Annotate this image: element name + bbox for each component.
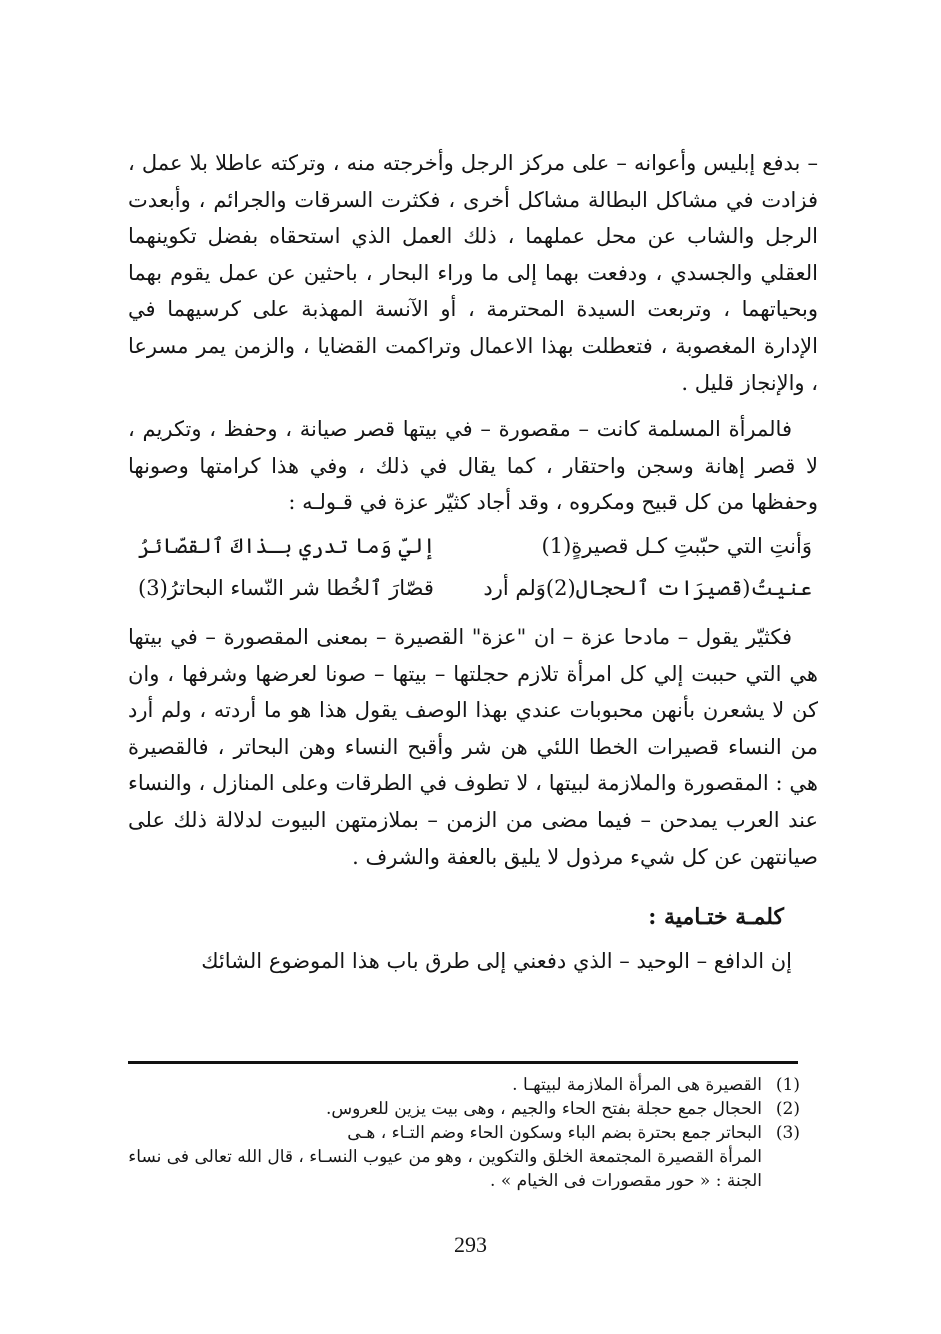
footnotes [128, 1073, 800, 1193]
footnote-separator [128, 1061, 798, 1064]
paragraph-2: فالمرأة المسلمة كانت – مقصورة – في بيتها قصر صيانة ، وحفظ ، وتكريم ، لا قصر إهانة وسجن واحتقار ، كما يقال في ذلك ، وفي هذا كرامتها وصونها وحفظها من كل قبيح ومكروه ، وقد أجاد كثيّر عزة في قـولـه : [128, 417, 818, 515]
verse-line-1 [128, 525, 818, 567]
verse-line-2 [128, 567, 818, 609]
footnote-number: (1) [775, 1075, 800, 1095]
footnote-3 [128, 1121, 800, 1145]
footnote-3-continuation: المرأة القصيرة المجتمعة الخلق والتكوين ، وهو من عيوب النسـاء ، قال الله تعالى فى نساء الجنة : « حور مقصورات فى الخيام » . [128, 1147, 762, 1191]
closing-heading: كلمـة ختـامية : [648, 904, 784, 931]
page-body [128, 145, 818, 980]
closing-paragraph: إن الدافع – الوحيد – الذي دفعني إلى طرق باب هذا الموضوع الشائك [201, 949, 792, 974]
paragraph-3: فكثيّر يقول – مادحا عزة – ان "عزة" القصيرة – بمعنى المقصورة – في بيتها هي التي حببت إلي كل امرأة تلازم حجلتها – بيتها – صونا لعرضها وشرفها ، وان كن لا يشعرن بأنهن محبوبات عندي بهذا الوصف يقول هذا هو ما أردته ، ولم أرد من النساء قصيرات الخطا اللئي هن شر وأقبح النساء وهن البحاتر ، فالقصيرة هي : المقصورة والملازمة لبيتها ، لا تطوف في الطرقات وعلى المنازل ، والنساء عند العرب يمدحن – فيما مضى من الزمن – بملازمتهن البيوت لدلالة ذلك على صيانتهن عن كل شيء مرذول لا يليق بالعفة والشرف . [128, 624, 818, 869]
verse-1-right-hemistich: وَأنتِ التي حبّبتِ كـل قصيرةٍ(1) [541, 533, 812, 558]
verse-1-left-hemistich: إليّ وَما تدري بـذاكَ ٱلقصّائرُ [138, 533, 436, 558]
footnote-2 [128, 1097, 800, 1121]
footnote-text: الحجال جمع حجلة بفتح الحاء والجيم ، وهى بيت يزين للعروس. [326, 1099, 762, 1119]
paragraph-1: – بدفع إبليس وأعوانه – على مركز الرجل وأخرجته منه ، وتركته عاطلا بلا عمل ، فزادت في مشاكل البطالة مشاكل أخرى ، فكثرت السرقات والجرائم ، وأبعدت الرجل والشاب عن محل عملهما ، ذلك العمل الذي استحقاه بفضل تكوينهما العقلي والجسدي ، ودفعت بهما إلى ما وراء البحار ، باحثين عن عمل يقوم بهما وبحياتهما ، وتربعت السيدة المحترمة ، أو الآنسة المهذبة على كرسيهما في الإدارة المغصوبة ، فتعطلت بهذا الاعمال وتراكمت القضايا ، والزمن يمر مسرعا ، والإنجاز قليل . [128, 151, 819, 395]
poem-verse [128, 525, 818, 609]
footnote-text: القصيرة هى المرأة الملازمة لبيتهـا . [512, 1075, 762, 1095]
verse-2-right-hemistich: عنيتُ(قصيرَات ٱلحجال(2)وَلم أرد [483, 575, 812, 600]
footnote-text: البحاتر جمع بحترة بضم الباء وسكون الحاء وضم التـاء ، هـى [347, 1123, 762, 1143]
footnote-number: (3) [775, 1123, 800, 1143]
footnote-number: (2) [775, 1099, 800, 1119]
footnote-1 [128, 1073, 800, 1097]
verse-2-left-hemistich: قصّارَ ٱلخُطا شر النّساء البحاترُ(3) [138, 575, 434, 600]
page-number: 293 [454, 1232, 487, 1257]
